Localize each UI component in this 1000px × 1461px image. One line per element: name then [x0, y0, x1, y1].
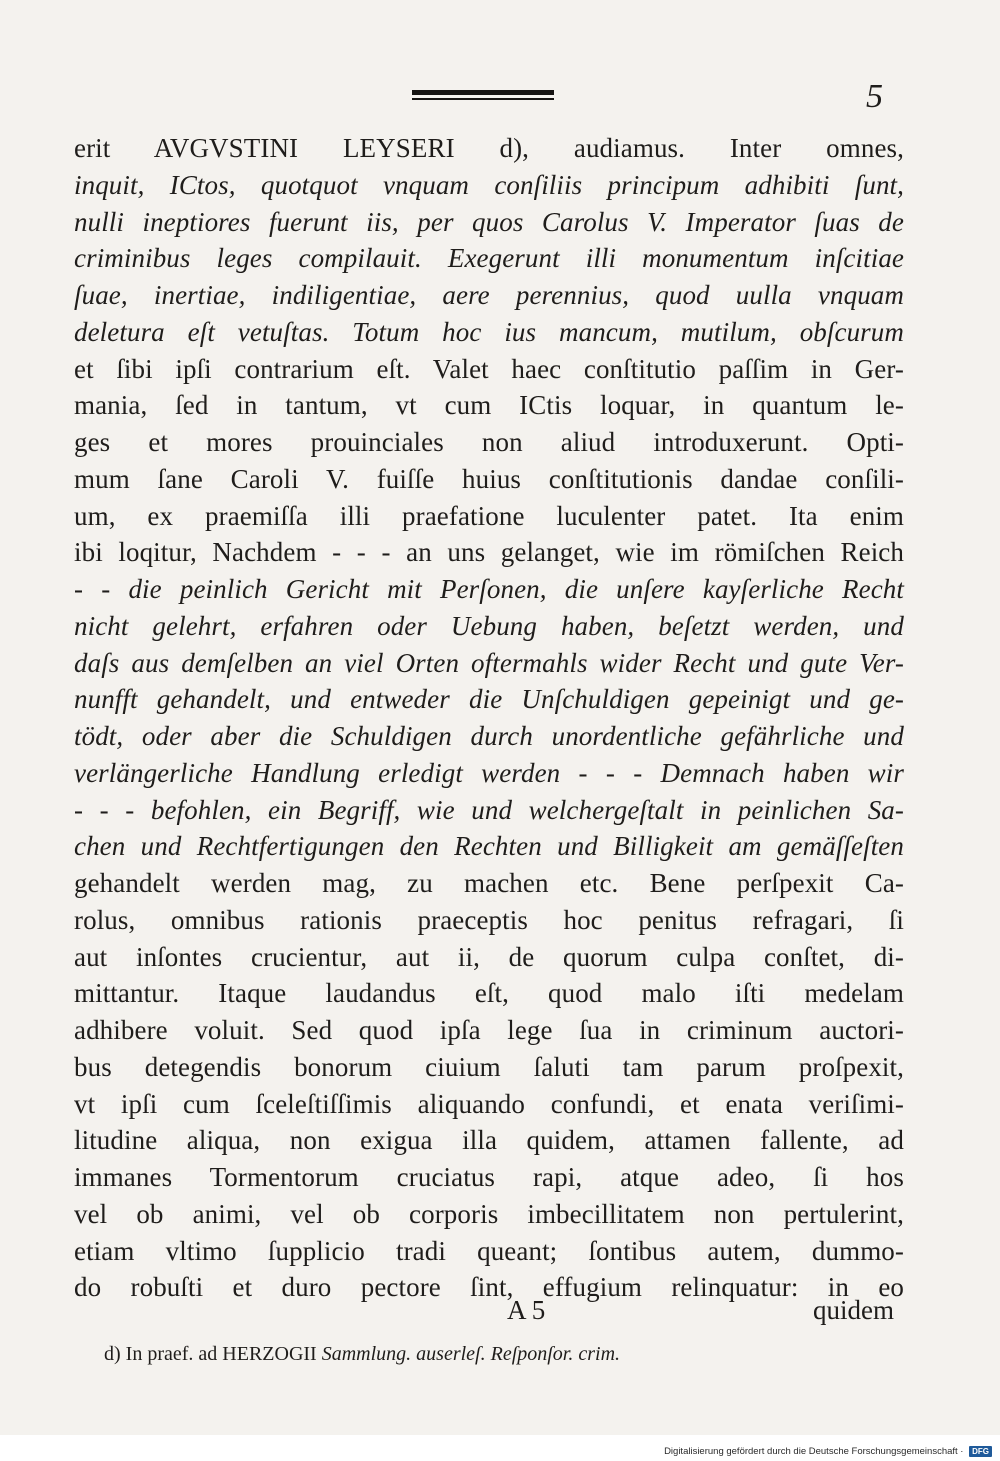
text-line: criminibus leges compilauit. Exegerunt illi monumentum inſcitiae: [74, 243, 904, 274]
text-line: verlängerliche Handlung erledigt werden - - - Demnach haben wir: [74, 757, 904, 788]
text-line: bus detegendis bonorum ciuium ſaluti tam parum proſpexit,: [74, 1051, 904, 1082]
footnote-marker: d): [104, 1343, 121, 1365]
text-line: gehandelt werden mag, zu machen etc. Bene perſpexit Ca-: [74, 868, 904, 898]
text-line: immanes Tormentorum cruciatus rapi, atque adeo, ſi hos: [74, 1162, 904, 1192]
digitization-credit: [664, 1445, 992, 1459]
text-line: mania, ſed in tantum, vt cum ICtis loquar, in quantum le-: [74, 390, 904, 421]
footnote-prefix: In praef. ad HERZOGII: [125, 1343, 317, 1365]
signature-mark: A 5: [507, 1295, 546, 1325]
text-line: chen und Rechtfertigungen den Rechten und Billigkeit am gemäſſeſten: [74, 831, 904, 862]
text-line: erit AVGVSTINI LEYSERI d), audiamus. Inter omnes,: [74, 133, 904, 163]
text-line: ſuae, inertiae, indiligentiae, aere perennius, quod uulla vnquam: [74, 280, 904, 310]
footnote: [104, 1341, 884, 1367]
header-rule-thin: [412, 98, 554, 100]
text-line: nulli ineptiores fuerunt iis, per quos Carolus V. Imperator ſuas de: [74, 206, 904, 237]
text-line: vel ob animi, vel ob corporis imbecillitatem non pertulerint,: [74, 1198, 904, 1229]
text-line: et ſibi ipſi contrarium eſt. Valet haec conſtitutio paſſim in Ger-: [74, 353, 904, 384]
footnote-reference: Sammlung. auserleſ. Reſponſor. crim.: [321, 1343, 621, 1365]
text-line: mum ſane Caroli V. fuiſſe huius conſtitutionis dandae conſili-: [74, 463, 904, 494]
credit-text: Digitalisierung gefördert durch die Deutsche Forschungsgemeinschaft ·: [664, 1446, 964, 1457]
text-line: tödt, oder aber die Schuldigen durch unordentliche gefährliche und: [74, 721, 904, 751]
text-line: daſs aus demſelben an viel Orten oftermahls wider Recht und gute Ver-: [74, 647, 904, 678]
text-line: do robuſti et duro pectore ſint, effugium relinquatur: in eo: [74, 1272, 904, 1303]
text-line: etiam vltimo ſupplicio tradi queant; ſontibus autem, dummo-: [74, 1235, 904, 1266]
body-text: [74, 130, 904, 1306]
header-rule: [412, 90, 554, 102]
text-line: litudine aliqua, non exigua illa quidem, attamen fallente, ad: [74, 1125, 904, 1156]
text-line: um, ex praemiſſa illi praefatione luculenter patet. Ita enim: [74, 500, 904, 531]
dfg-logo: DFG: [969, 1446, 992, 1457]
page-number: 5: [866, 78, 883, 115]
text-line: deletura eſt vetuſtas. Totum hoc ius mancum, mutilum, obſcurum: [74, 316, 904, 347]
text-line: vt ipſi cum ſceleſtiſſimis aliquando confundi, et enata veriſimi-: [74, 1088, 904, 1119]
text-line: - - die peinlich Gericht mit Perſonen, die unſere kayſerliche Recht: [74, 574, 904, 604]
text-line: ges et mores prouinciales non aliud introduxerunt. Opti-: [74, 427, 904, 457]
text-line: rolus, omnibus rationis praeceptis hoc penitus refragari, ſi: [74, 904, 904, 935]
text-line: adhibere voluit. Sed quod ipſa lege ſua in criminum auctori-: [74, 1015, 904, 1045]
text-line: inquit, ICtos, quotquot vnquam conſiliis principum adhibiti ſunt,: [74, 169, 904, 200]
text-line: nicht gelehrt, erfahren oder Uebung haben, beſetzt werden, und: [74, 610, 904, 641]
signature-line: [74, 1292, 894, 1328]
text-line: mittantur. Itaque laudandus eſt, quod malo iſti medelam: [74, 978, 904, 1009]
text-line: ibi loqitur, Nachdem - - - an uns gelanget, wie im römiſchen Reich: [74, 537, 904, 568]
text-line: aut inſontes crucientur, aut ii, de quorum culpa conſtet, di-: [74, 941, 904, 972]
text-line: nunfft gehandelt, und entweder die Unſchuldigen gepeinigt und ge-: [74, 684, 904, 715]
header-rule-thick: [412, 90, 554, 95]
catchword: quidem: [813, 1295, 894, 1325]
text-line: - - - befohlen, ein Begriff, wie und welchergeſtalt in peinlichen Sa-: [74, 794, 904, 825]
